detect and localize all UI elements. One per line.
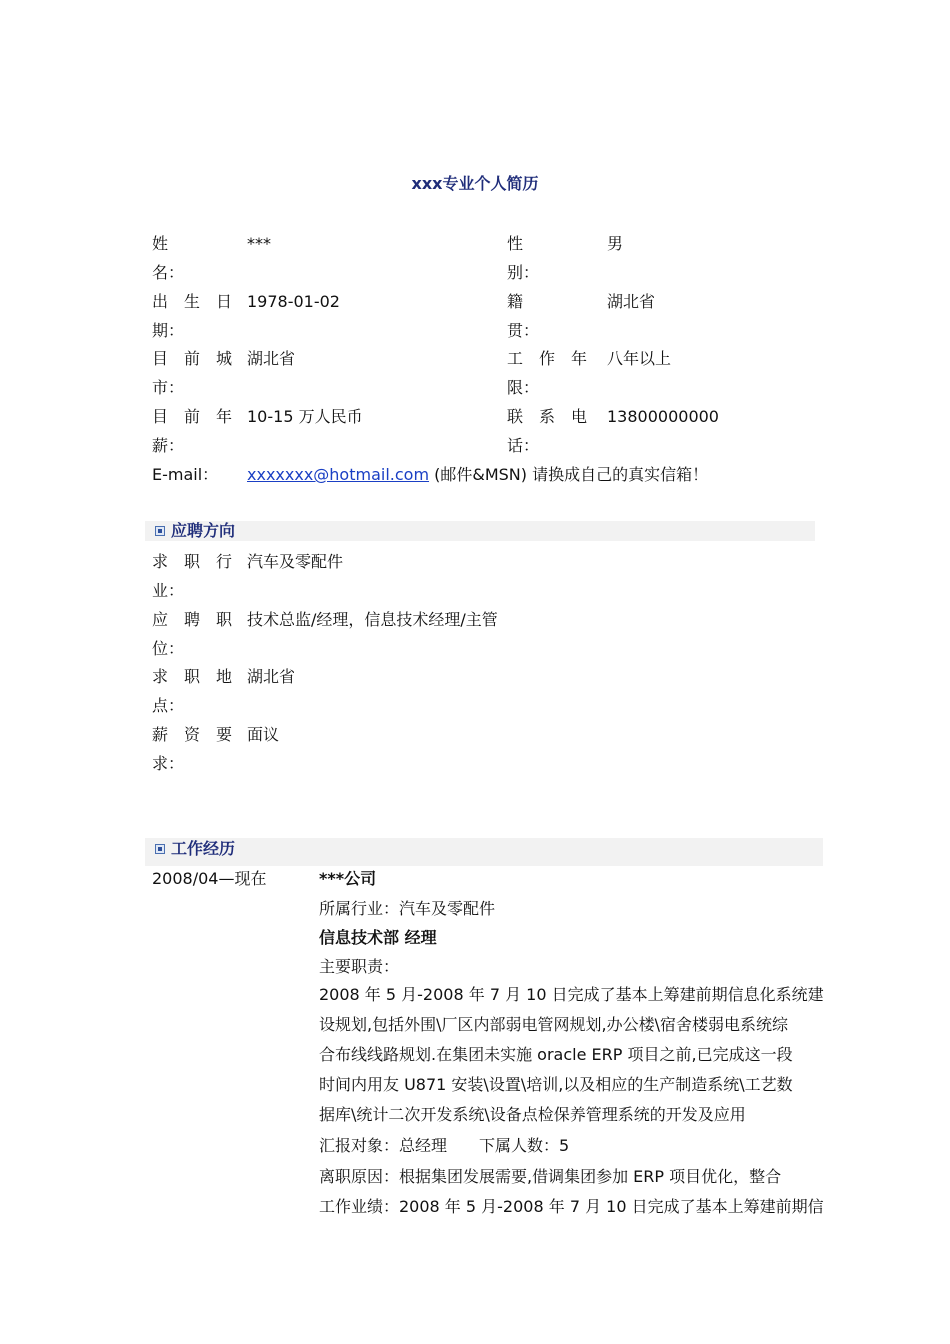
expected-salary-label: 薪 资 要 [152, 725, 233, 744]
native-label: 籍 [507, 292, 524, 311]
position-value: 技术总监/经理，信息技术经理/主管 [247, 610, 498, 629]
department-title: 信息技术部 经理 [319, 928, 437, 947]
gender-value: 男 [607, 234, 624, 253]
phone-label: 联 系 电 [507, 407, 588, 426]
duties-line: 设规划,包括外围\厂区内部弱电管网规划,办公楼\宿舍楼弱电系统综 [319, 1015, 788, 1034]
section-title-experience: 工作经历 [171, 839, 236, 858]
email-note: (邮件&MSN) 请换成自己的真实信箱！ [429, 465, 709, 484]
section-title-job-intent: 应聘方向 [171, 521, 236, 540]
report-line: 汇报对象：总经理 下属人数：5 [319, 1136, 570, 1155]
email-link[interactable]: xxxxxxx@hotmail.com [247, 465, 430, 484]
page-title: xxx专业个人简历 [411, 174, 539, 193]
section-header-experience [145, 838, 823, 866]
birth-label: 出 生 日 [152, 292, 233, 311]
industry-value: 汽车及零配件 [247, 552, 344, 571]
years-value: 八年以上 [607, 349, 672, 368]
location-label: 求 职 地 [152, 667, 233, 686]
duties-line: 时间内用友 U871 安装\设置\培训,以及相应的生产制造系统\工艺数 [319, 1075, 793, 1094]
location-label-cont: 点： [152, 696, 185, 715]
duties-line: 2008 年 5 月-2008 年 7 月 10 日完成了基本上筹建前期信息化系统建 [319, 985, 824, 1004]
expected-salary-label-cont: 求： [152, 754, 185, 773]
salary-label: 目 前 年 [152, 407, 233, 426]
industry-label-cont: 业： [152, 581, 185, 600]
email-line [247, 465, 708, 485]
position-label-cont: 位： [152, 639, 185, 658]
city-label-cont: 市： [152, 378, 185, 397]
email-label: E-mail： [152, 465, 219, 484]
duties-line: 合布线线路规划.在集团未实施 oracle ERP 项目之前,已完成这一段 [319, 1045, 793, 1064]
phone-value: 13800000000 [607, 407, 719, 426]
city-value: 湖北省 [247, 349, 296, 368]
birth-label-cont: 期： [152, 321, 185, 340]
achievement: 工作业绩：2008 年 5 月-2008 年 7 月 10 日完成了基本上筹建前期信 [319, 1197, 824, 1216]
industry-label: 求 职 行 [152, 552, 233, 571]
duties-label: 主要职责： [319, 957, 400, 976]
years-label: 工 作 年 [507, 349, 588, 368]
gender-label: 性 [507, 234, 524, 253]
gender-label-cont: 别： [507, 263, 540, 282]
leave-reason: 离职原因：根据集团发展需要,借调集团参加 ERP 项目优化，整合 [319, 1167, 782, 1186]
native-value: 湖北省 [607, 292, 656, 311]
experience-period: 2008/04—现在 [152, 869, 267, 888]
phone-label-cont: 话： [507, 436, 540, 455]
position-label: 应 聘 职 [152, 610, 233, 629]
section-icon [155, 844, 165, 854]
name-label-cont: 名： [152, 263, 185, 282]
section-icon [155, 526, 165, 536]
section-header-job-intent [145, 521, 815, 541]
city-label: 目 前 城 [152, 349, 233, 368]
years-label-cont: 限： [507, 378, 540, 397]
duties-paragraph [319, 980, 824, 1130]
birth-value: 1978-01-02 [247, 292, 340, 311]
name-value: *** [247, 234, 271, 253]
salary-value: 10-15 万人民币 [247, 407, 363, 426]
company-industry: 所属行业：汽车及零配件 [319, 899, 496, 918]
location-value: 湖北省 [247, 667, 296, 686]
native-label-cont: 贯： [507, 321, 540, 340]
company-name: ***公司 [319, 869, 377, 888]
expected-salary-value: 面议 [247, 725, 280, 744]
name-label: 姓 [152, 234, 169, 253]
duties-line: 据库\统计二次开发系统\设备点检保养管理系统的开发及应用 [319, 1105, 746, 1124]
salary-label-cont: 薪： [152, 436, 185, 455]
